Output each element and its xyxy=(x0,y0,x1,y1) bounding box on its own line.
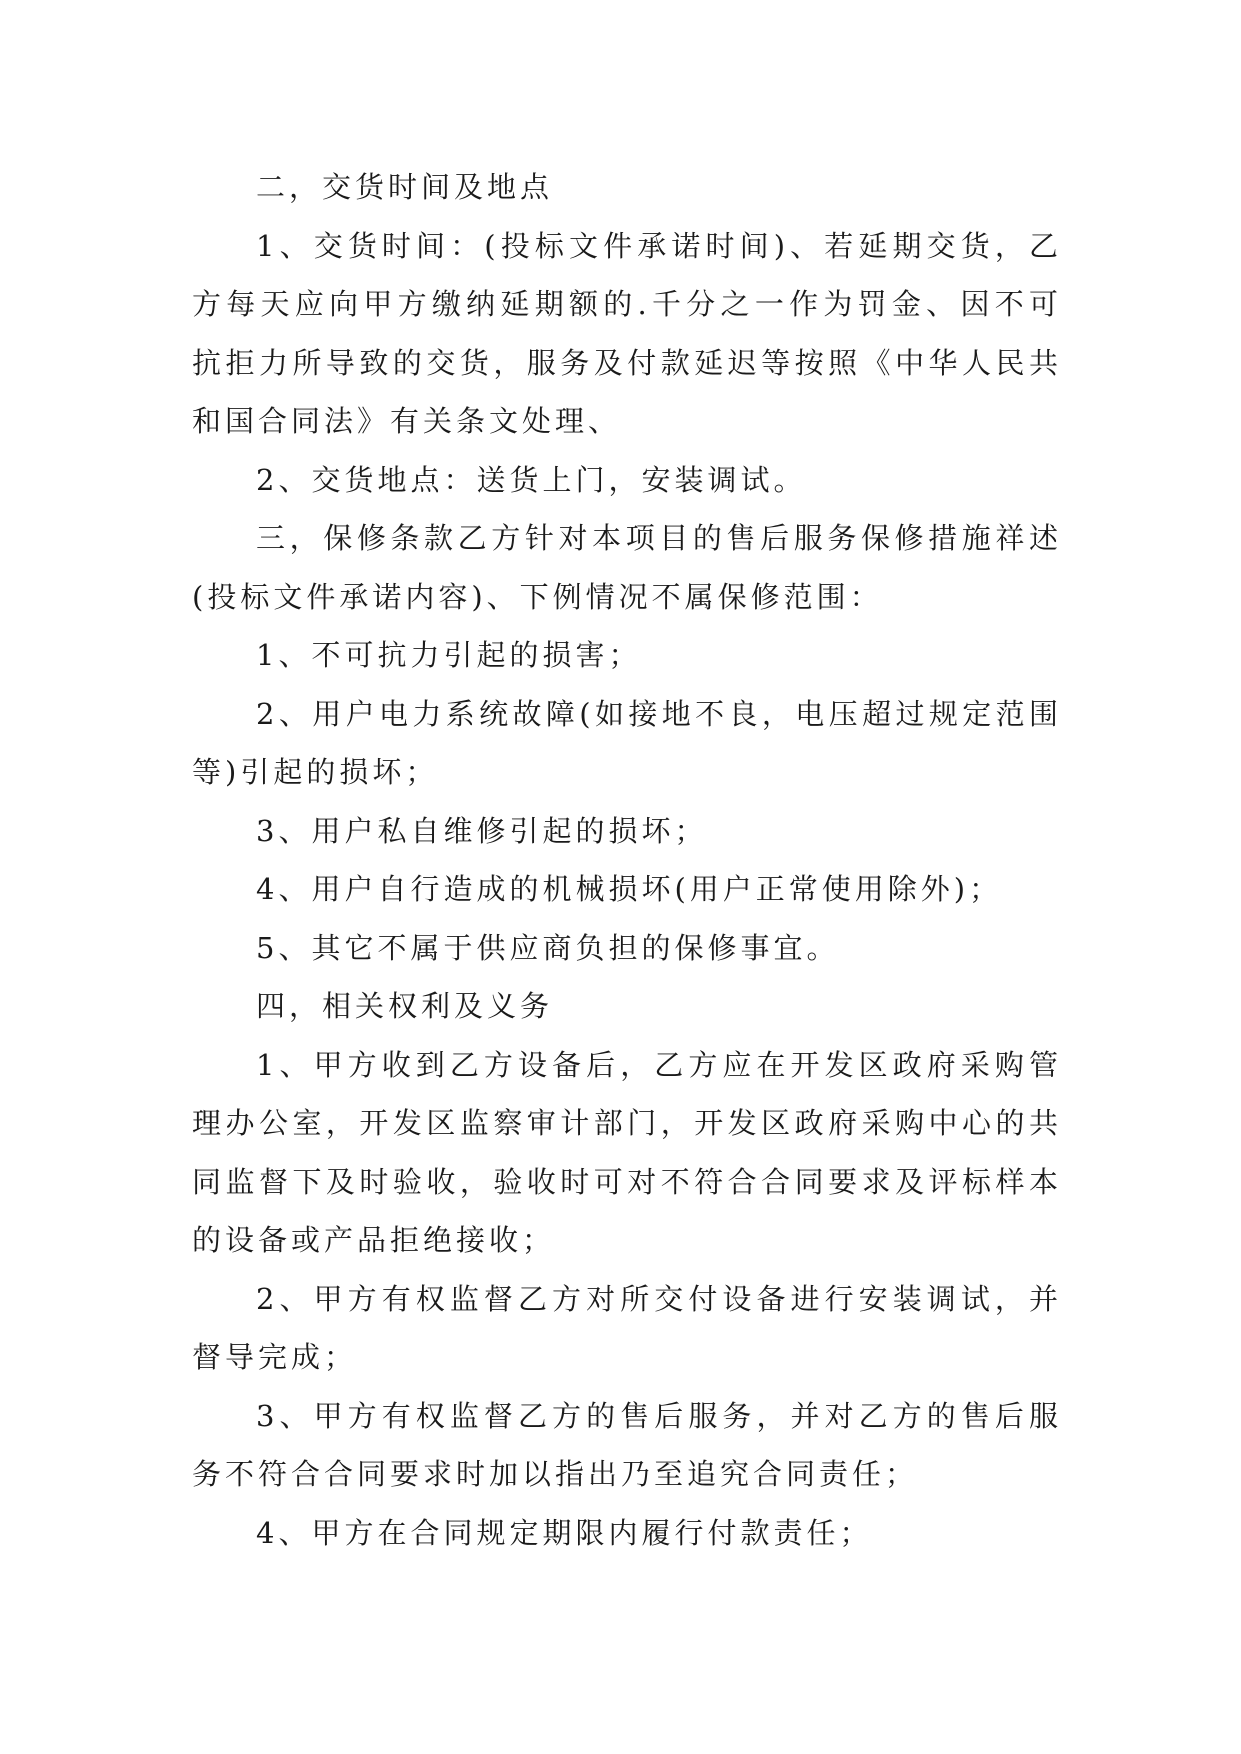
warranty-exclusion-item: 3、用户私自维修引起的损坏； xyxy=(256,813,708,848)
delivery-location-clause: 2、交货地点：送货上门，安装调试。 xyxy=(256,462,807,497)
document-body xyxy=(192,158,1062,1562)
delivery-time-clause: 1、交货时间：(投标文件承诺时间)、若延期交货，乙方每天应向甲方缴纳延期额的.千分之一作为罚金、因不可抗拒力所导致的交货，服务及付款延迟等按照《中华人民共和国合同法》有关条文处理、 xyxy=(192,228,1062,438)
rights-clause: 3、甲方有权监督乙方的售后服务，并对乙方的售后服务不符合合同要求时加以指出乃至追究合同责任； xyxy=(192,1398,1062,1491)
warranty-exclusion-item: 4、用户自行造成的机械损坏(用户正常使用除外)； xyxy=(256,872,1003,906)
warranty-exclusion-item: 5、其它不属于供应商负担的保修事宜。 xyxy=(256,930,840,965)
section-heading-delivery: 二，交货时间及地点 xyxy=(256,170,554,204)
rights-clause: 2、甲方有权监督乙方对所交付设备进行安装调试，并督导完成； xyxy=(192,1281,1062,1374)
rights-clause: 1、甲方收到乙方设备后，乙方应在开发区政府采购管理办公室，开发区监察审计部门，开发区政府采购中心的共同监督下及时验收，验收时可对不符合合同要求及评标样本的设备或产品拒绝接收； xyxy=(192,1047,1062,1257)
warranty-exclusion-item: 1、不可抗力引起的损害； xyxy=(256,638,642,672)
section-heading-warranty: 三，保修条款乙方针对本项目的售后服务保修措施祥述(投标文件承诺内容)、下例情况不属保修范围： xyxy=(192,521,1062,614)
warranty-exclusion-item: 2、用户电力系统故障(如接地不良，电压超过规定范围等)引起的损坏； xyxy=(192,696,1062,789)
rights-clause: 4、甲方在合同规定期限内履行付款责任； xyxy=(256,1515,873,1550)
section-heading-rights: 四，相关权利及义务 xyxy=(256,989,554,1023)
